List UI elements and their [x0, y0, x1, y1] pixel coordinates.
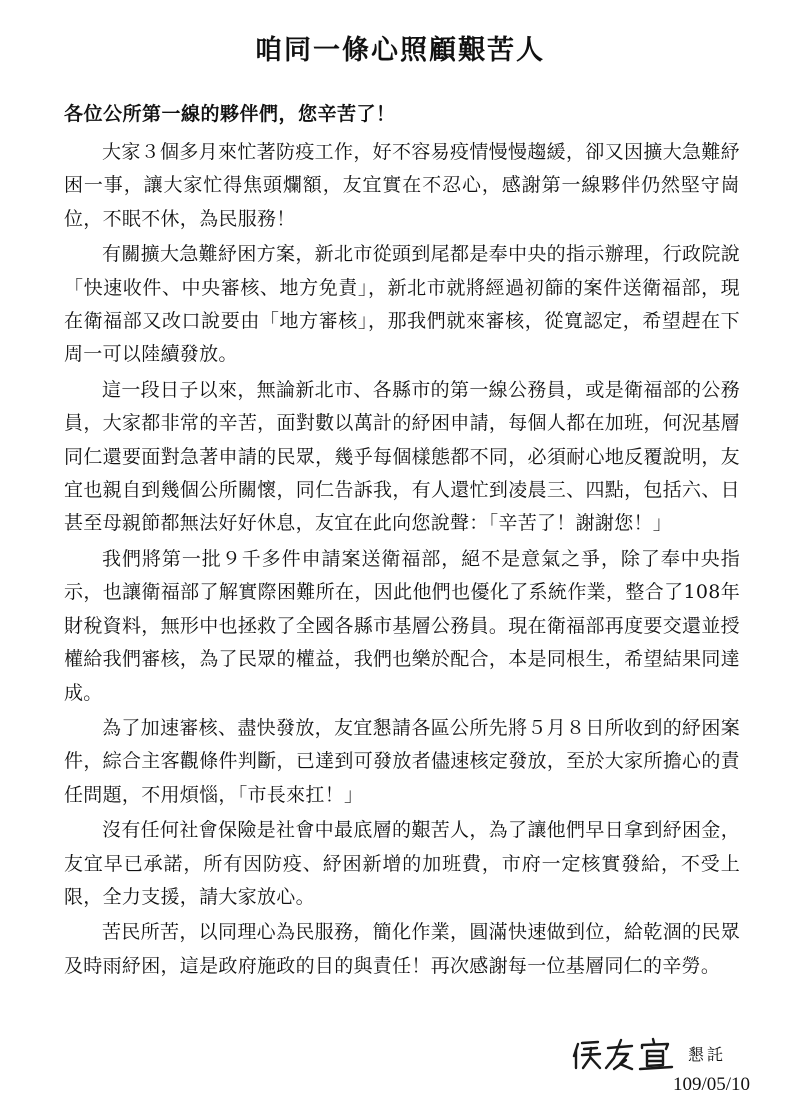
paragraph-3: 這一段日子以來，無論新北市、各縣市的第一線公務員，或是衛福部的公務員，大家都非常的辛苦，面對數以萬計的紓困申請，每個人都在加班，何況基層同仁還要面對急著申請的民眾，幾乎每個樣態都不同，必須耐心地反覆說明，友宜也親自到幾個公所關懷，同仁告訴我，有人還忙到凌晨三、四點，包括六、日甚至母親節都無法好好休息，友宜在此向您說聲：「辛苦了！謝謝您！」 [64, 378, 740, 535]
letter-date: 109/05/10 [672, 1074, 750, 1095]
entrust-text: 懇託 [688, 1045, 727, 1064]
salutation: 各位公所第一線的夥伴們，您辛苦了！ [64, 103, 396, 125]
paragraph-5: 為了加速審核、盡快發放，友宜懇請各區公所先將５月８日所收到的紓困案件，綜合主客觀條件判斷，已達到可發放者儘速核定發放，至於大家所擔心的責任問題，不用煩惱，「市長來扛！」 [64, 716, 740, 806]
paragraph-7: 苦民所苦，以同理心為民服務，簡化作業，圓滿快速做到位，給乾涸的民眾及時雨紓困，這是政府施政的目的與責任！再次感謝每一位基層同仁的辛勞。 [64, 921, 740, 977]
paragraph-6: 沒有任何社會保險是社會中最底層的艱苦人，為了讓他們早日拿到紓困金，友宜早已承諾，所有因防疫、紓困新增的加班費，市府一定核實發給，不受上限，全力支援，請大家放心。 [64, 819, 740, 908]
letter-body [64, 136, 740, 985]
paragraph-2: 有關擴大急難紓困方案，新北市從頭到尾都是奉中央的指示辦理，行政院說「快速收件、中央審核、地方免責」，新北市就將經過初篩的案件送衛福部，現在衛福部又改口說要由「地方審核」，那我們就來審核，從寬認定，希望趕在下周一可以陸續發放。 [64, 243, 740, 366]
page-title: 咱同一條心照顧艱苦人 [255, 35, 545, 66]
signature-block [560, 1034, 760, 1104]
handwritten-signature [570, 1034, 680, 1074]
paragraph-4: 我們將第一批９千多件申請案送衛福部，絕不是意氣之爭，除了奉中央指示，也讓衛福部了解實際困難所在，因此他們也優化了系統作業，整合了108年財稅資料，無形中也拯救了全國各縣市基層公務員。現在衛福部再度要交還並授權給我們審核，為了民眾的權益，我們也樂於配合，本是同根生，希望結果同達成。 [64, 547, 740, 704]
paragraph-1: 大家３個多月來忙著防疫工作，好不容易疫情慢慢趨緩，卻又因擴大急難紓困一事，讓大家忙得焦頭爛額，友宜實在不忍心，感謝第一線夥伴仍然堅守崗位，不眠不休，為民服務！ [64, 141, 740, 230]
